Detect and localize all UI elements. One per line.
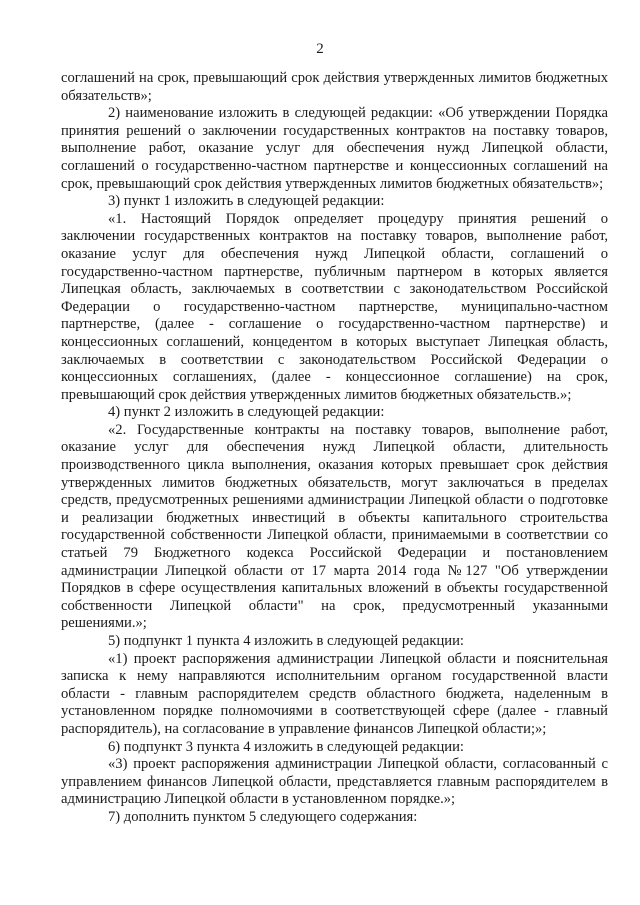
paragraph-item-7: 7) дополнить пунктом 5 следующего содержания: [108, 808, 418, 825]
paragraph-subclause-1: «1) проект распоряжения администрации Липецкой области и пояснительная записка к нему направляются исполнительним органом государственной власти области - главным распорядителем средств областного бюджета, наделенным в установленном порядке полномочиями в соответствующей сфере (далее - главный распорядитель), на согласование в управление финансов Липецкой области;»; [61, 650, 608, 737]
page-number: 2 [316, 41, 324, 57]
paragraph-item-3: 3) пункт 1 изложить в следующей редакции: [108, 193, 385, 210]
paragraph-item-2: 2) наименование изложить в следующей редакции: «Об утверждении Порядка принятия решений о заключении государственных контрактов на поставку товаров, выполнение работ, оказание услуг для обеспечения нужд Липецкой области, соглашений о государственно-частном партнерстве и концессионных соглашений на срок, превышающий срок действия утвержденных лимитов бюджетных обязательств»; [61, 105, 608, 192]
paragraph-subclause-3: «3) проект распоряжения администрации Липецкой области, согласованный с управлением финансов Липецкой области, представляется главным распорядителем в администрацию Липецкой области в установленном порядке.»; [61, 756, 608, 808]
paragraph-clause-1: «1. Настоящий Порядок определяет процедуру принятия решений о заключении государственных контрактов на поставку товаров, выполнение работ, оказание услуг для обеспечения нужд Липецкой области, соглашений о государственно-частном партнерстве, публичным партнером в которых является Липецкая область, заключаемых в соответствии с законодательством Российской Федерации о государственно-частном партнерстве, муниципально-частном партнерстве, (далее - соглашение о государственно-частном партнерстве) и концессионных соглашений, концедентом в которых выступает Липецкая область, заключаемых в соответствии с законодательством Российской Федерации о концессионных соглашениях, (далее - концессионное соглашение) на срок, превышающий срок действия утвержденных лимитов бюджетных обязательств.»; [61, 210, 608, 403]
paragraph-clause-2: «2. Государственные контракты на поставку товаров, выполнение работ, оказание услуг для обеспечения нужд Липецкой области, длительность производственного цикла выполнения, оказания которых превышает срок действия утвержденных лимитов бюджетных обязательств, могут заключаться в пределах средств, предусмотренных решениями администрации Липецкой области о подготовке и реализации бюджетных инвестиций в объекты капитального строительства государственной собственности Липецкой области, принимаемыми в соответствии со статьей 79 Бюджетного кодекса Российской Федерации и постановлением администрации Липецкой области от 17 марта 2014 года №127 "Об утверждении Порядков в сфере осуществления капитальных вложений в объекты государственной собственности Липецкой области" на срок, предусмотренный указанными решениями.»; [61, 421, 608, 632]
paragraph-continuation: соглашений на срок, превышающий срок действия утвержденных лимитов бюджетных обязательств»; [61, 70, 608, 104]
paragraph-item-4: 4) пункт 2 изложить в следующей редакции: [108, 404, 385, 421]
document-body [61, 70, 608, 827]
paragraph-item-5: 5) подпункт 1 пункта 4 изложить в следующей редакции: [108, 633, 464, 649]
paragraph-item-6: 6) подпункт 3 пункта 4 изложить в следующей редакции: [108, 738, 464, 755]
